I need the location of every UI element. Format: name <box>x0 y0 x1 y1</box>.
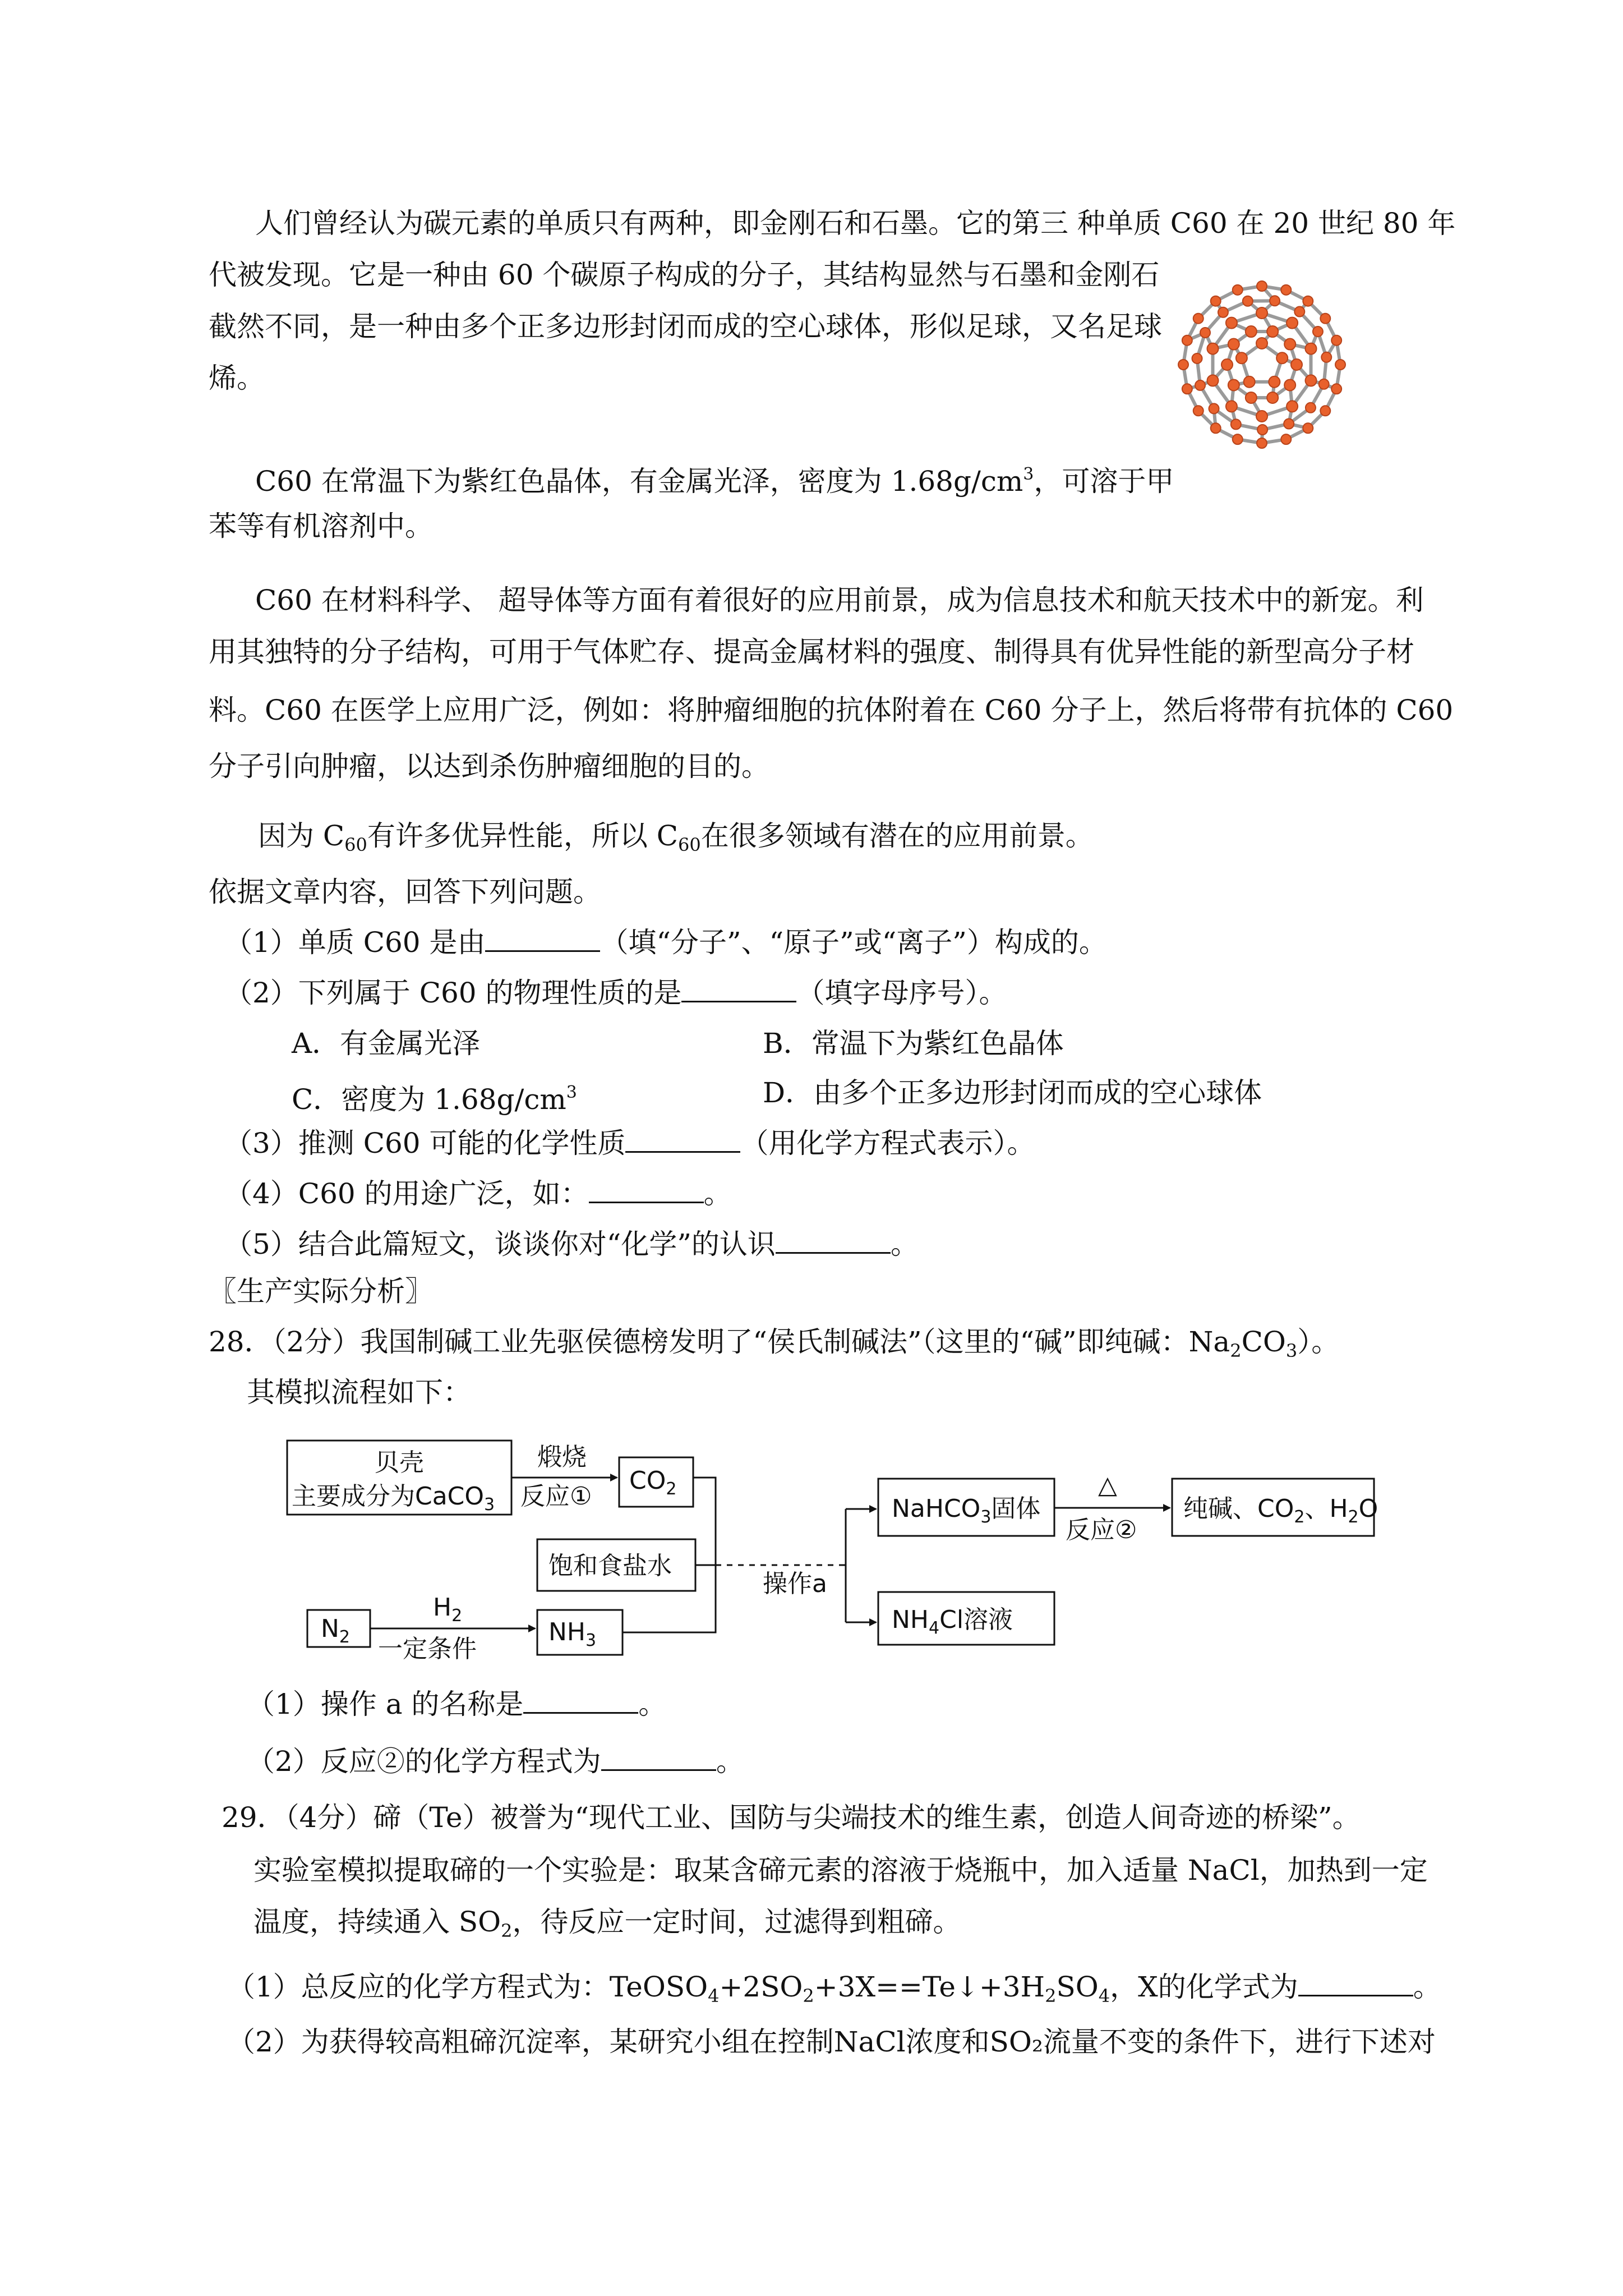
text: SO <box>1056 1971 1099 2003</box>
molecule-atom <box>1284 339 1295 350</box>
question-28-header <box>209 1325 1339 1368</box>
molecule-atom <box>1267 326 1278 337</box>
text: 。 <box>716 1745 744 1778</box>
answer-blank[interactable] <box>776 1227 891 1254</box>
text: ）。 <box>1297 1326 1340 1358</box>
article-line <box>258 819 1094 862</box>
molecule-atom <box>1218 307 1228 318</box>
text: （1）总反应的化学方程式为：TeOSO <box>227 1971 708 2003</box>
subscript: 2 <box>1230 1340 1242 1361</box>
article-line: 截然不同，是一种由多个正多边形封闭而成的空心球体，形似足球，又名足球 <box>209 310 1162 343</box>
answer-blank[interactable] <box>523 1687 638 1714</box>
molecule-atom <box>1243 296 1253 306</box>
article-line: 料。C60 在医学上应用广泛，例如：将肿瘤细胞的抗体附着在 C60 分子上，然后将带有抗体的 C60 <box>209 694 1454 726</box>
article-line <box>255 458 1174 498</box>
shell-composition: 主要成分为CaCO$_3$ <box>292 1482 495 1515</box>
calcine-label: 煅烧 <box>537 1443 587 1471</box>
subscript: 4 <box>1098 1985 1110 2007</box>
question-27-5 <box>224 1227 919 1261</box>
option-a: A．有金属光泽 <box>292 1027 481 1060</box>
molecule-atom <box>1256 307 1267 319</box>
molecule-atom <box>1207 343 1219 355</box>
question-27-4 <box>224 1177 732 1211</box>
text: （1）单质 C60 是由 <box>224 926 486 959</box>
molecule-atom <box>1246 392 1257 403</box>
molecule-atom <box>1270 296 1280 306</box>
molecule-atom <box>1257 425 1267 435</box>
nh4cl-label: $NH_4Cl$溶液 <box>892 1605 1013 1638</box>
question-28-1 <box>247 1687 666 1721</box>
c60-molecule-image <box>1175 278 1349 452</box>
text: ，可溶于甲 <box>1034 465 1174 498</box>
molecule-atom <box>1257 438 1267 448</box>
reaction2-label: 反应② <box>1066 1516 1137 1544</box>
question-28-line2: 其模拟流程如下： <box>247 1376 471 1409</box>
molecule-atom <box>1226 401 1237 412</box>
answer-blank[interactable] <box>589 1177 704 1203</box>
text: ，X的化学式为 <box>1110 1971 1298 2003</box>
molecule-atom <box>1331 384 1341 394</box>
text: 。 <box>890 1228 919 1260</box>
molecule-atom <box>1281 285 1291 295</box>
text: CO <box>1241 1326 1286 1358</box>
text: ，待反应一定时间，过滤得到粗碲。 <box>512 1906 961 1938</box>
text: （2）反应②的化学方程式为 <box>247 1745 601 1778</box>
molecule-atom <box>1320 314 1330 324</box>
molecule-atom <box>1193 406 1204 416</box>
molecule-atom <box>1182 384 1192 394</box>
operation-a-label: 操作a <box>763 1570 827 1598</box>
text: （用化学方程式表示）。 <box>740 1127 1035 1159</box>
article-line: 人们曾经认为碳元素的单质只有两种，即金刚石和石墨。它的第三 种单质 C60 在 20 世纪 80 年 <box>255 207 1456 240</box>
subscript: 60 <box>344 834 367 855</box>
molecule-atom <box>1331 335 1341 346</box>
article-line: C60 在材料科学、 超导体等方面有着很好的应用前景，成为信息技术和航天技术中的新宠。利 <box>255 584 1424 616</box>
molecule-atom <box>1287 401 1298 412</box>
answer-blank[interactable] <box>485 926 600 952</box>
molecule-atom <box>1321 352 1331 362</box>
molecule-atom <box>1200 328 1210 338</box>
molecule-atoms <box>1178 281 1345 448</box>
question-27-3 <box>224 1126 1035 1160</box>
question-29-line2: 实验室模拟提取碲的一个实验是：取某含碲元素的溶液于烧瓶中，加入适量 NaCl，加热到一定 <box>253 1854 1428 1887</box>
subscript: 60 <box>678 834 701 855</box>
section-title: 〖生产实际分析〗 <box>209 1275 433 1308</box>
article-line: 代被发现。它是一种由 60 个碳原子构成的分子，其结构显然与石墨和金刚石 <box>209 259 1160 291</box>
molecule-atom <box>1313 326 1323 337</box>
molecule-atom <box>1228 379 1239 390</box>
text: （2）下列属于 C60 的物理性质的是 <box>224 977 682 1009</box>
article-line: 用其独特的分子结构，可用于气体贮存、提高金属材料的强度、制得具有优异性能的新型高分子材 <box>209 636 1414 668</box>
option-c <box>292 1076 577 1116</box>
molecule-atom <box>1305 343 1316 355</box>
superscript: 3 <box>566 1083 577 1102</box>
molecule-atom <box>1305 375 1316 386</box>
subscript: 3 <box>1285 1340 1298 1361</box>
subscript: 2 <box>1045 1985 1057 2007</box>
molecule-atom <box>1320 406 1330 416</box>
molecule-atom <box>1236 352 1247 364</box>
text: 有许多优异性能，所以 C <box>367 820 679 852</box>
text: （4）C60 的用途广泛，如： <box>224 1177 589 1210</box>
molecule-atom <box>1211 423 1221 433</box>
answer-blank[interactable] <box>1298 1970 1413 1996</box>
molecule-atom <box>1281 434 1291 444</box>
molecule-atom <box>1228 339 1239 350</box>
molecule-atom <box>1256 338 1267 349</box>
heat-label: △ <box>1098 1471 1117 1499</box>
molecule-atom <box>1182 335 1192 346</box>
text: 因为 C <box>258 820 345 852</box>
text: 。 <box>638 1688 667 1720</box>
text: （1）操作 a 的名称是 <box>247 1688 524 1720</box>
article-line: 分子引向肿瘤，以达到杀伤肿瘤细胞的目的。 <box>209 750 769 783</box>
brine-label: 饱和食盐水 <box>548 1552 672 1580</box>
h2-label: $H_2$ <box>433 1593 463 1626</box>
nh3-label: $NH_3$ <box>548 1618 597 1650</box>
option-b: B．常温下为紫红色晶体 <box>763 1027 1064 1060</box>
option-d: D．由多个正多边形封闭而成的空心球体 <box>763 1076 1262 1109</box>
question-27-2 <box>224 976 1007 1010</box>
molecule-atom <box>1257 281 1267 291</box>
molecule-atom <box>1233 285 1243 295</box>
text: C60 在常温下为紫红色晶体，有金属光泽，密度为 1.68g/cm <box>255 465 1023 498</box>
article-line: 苯等有机溶剂中。 <box>209 510 433 542</box>
text: （3）推测 C60 可能的化学性质 <box>224 1127 626 1159</box>
subscript: 2 <box>501 1920 513 1941</box>
answer-blank[interactable] <box>625 1126 740 1153</box>
condition-label: 一定条件 <box>378 1635 477 1663</box>
text: +2SO <box>719 1971 803 2003</box>
process-flow-diagram <box>275 1425 1385 1666</box>
molecule-atom <box>1231 419 1241 429</box>
molecule-atom <box>1291 359 1302 370</box>
molecule-atom <box>1178 360 1188 370</box>
molecule-atom <box>1209 403 1219 413</box>
molecule-atom <box>1192 353 1202 364</box>
subscript: 2 <box>803 1985 814 2007</box>
molecule-atom <box>1195 380 1205 390</box>
text: 28．（2分）我国制碱工业先驱侯德榜发明了“侯氏制碱法”（这里的“碱”即纯碱：Na <box>209 1326 1230 1358</box>
molecule-atom <box>1233 434 1243 444</box>
question-29-line3 <box>253 1905 961 1948</box>
molecule-atom <box>1294 307 1304 317</box>
molecule-atom <box>1246 326 1257 337</box>
molecule-atom <box>1207 375 1219 386</box>
text: （填“分子”、“原子”或“离子”）构成的。 <box>600 926 1107 959</box>
answer-blank[interactable] <box>681 976 796 1002</box>
co2-label: $CO_2$ <box>629 1466 677 1499</box>
molecule-atom <box>1256 411 1267 422</box>
text: 在很多领域有潜在的应用前景。 <box>700 820 1094 852</box>
question-29-2: （2）为获得较高粗碲沉淀率，某研究小组在控制NaCl浓度和SO₂流量不变的条件下，进行下述对 <box>227 2026 1436 2058</box>
nahco3-label: NaHCO$_3$固体 <box>892 1494 1041 1527</box>
molecule-atom <box>1276 352 1288 364</box>
molecule-atom <box>1319 379 1329 389</box>
molecule-atom <box>1306 403 1316 413</box>
molecule-atom <box>1244 376 1255 388</box>
text: 。 <box>703 1177 732 1210</box>
instruction: 依据文章内容，回答下列问题。 <box>209 876 601 908</box>
molecule-atom <box>1284 419 1294 429</box>
molecule-atom <box>1211 296 1221 306</box>
molecule-atom <box>1267 392 1278 403</box>
molecule-atom <box>1284 379 1295 390</box>
molecule-atom <box>1335 360 1345 370</box>
subscript: 4 <box>708 1985 720 2007</box>
molecule-atom <box>1193 314 1204 324</box>
text: 。 <box>1413 1971 1441 2003</box>
molecule-atom <box>1226 318 1237 329</box>
molecule-atom <box>1269 376 1280 388</box>
question-27-1 <box>224 926 1107 959</box>
text: （填字母序号）。 <box>796 977 1007 1009</box>
products-label: 纯碱、$CO_2$、$H_2O$ <box>1183 1494 1378 1527</box>
superscript: 3 <box>1023 464 1034 484</box>
molecule-atom <box>1221 359 1233 370</box>
answer-blank[interactable] <box>601 1745 716 1771</box>
question-29-1 <box>227 1970 1441 2013</box>
text: +3X==Te↓+3H <box>814 1971 1045 2003</box>
reaction1-label: 反应① <box>520 1482 592 1511</box>
text: C．密度为 1.68g/cm <box>292 1083 566 1116</box>
question-28-2 <box>247 1745 744 1778</box>
shell-label: 贝壳 <box>375 1448 424 1477</box>
question-29-header: 29．（4分）碲（Te）被誉为“现代工业、国防与尖端技术的维生素，创造人间奇迹的桥梁”。 <box>222 1801 1361 1834</box>
article-line: 烯。 <box>209 362 265 394</box>
text: 温度，持续通入 SO <box>253 1906 501 1938</box>
molecule-atom <box>1303 296 1313 306</box>
molecule-atom <box>1287 318 1298 329</box>
n2-label: $N_2$ <box>321 1614 351 1647</box>
text: （5）结合此篇短文，谈谈你对“化学”的认识 <box>224 1228 776 1260</box>
molecule-atom <box>1303 423 1313 433</box>
